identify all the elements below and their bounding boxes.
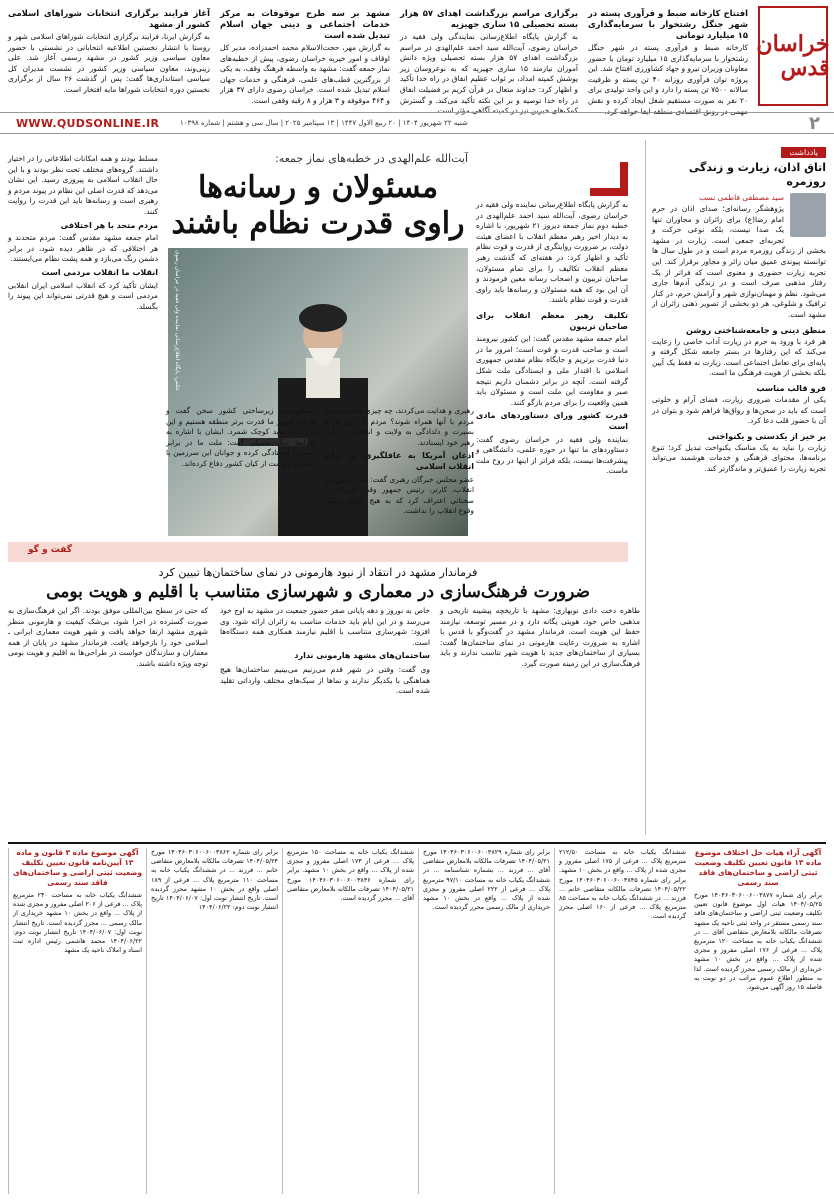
main-story — [8, 140, 628, 535]
note-subhead-2: فرو قالب مناسب — [756, 382, 826, 393]
top-strip — [0, 0, 834, 116]
main-col-4-subhead-2: انقلاب ما انقلاب مردمی است — [41, 267, 158, 277]
ad-col-1-title: آگهی آراء هیات حل اختلاف موضوع ماده ۱۳ قانون تعیین تکلیف وضعیت ثبتی اراضی و ساختمان‌های فاقد سند رسمی — [694, 848, 822, 887]
logo-text: خراسان قدس — [756, 31, 830, 81]
top-news-4-body: به گزارش ایرنا، فرایند برگزاری انتخابات شوراهای اسلامی شهر و روستا با انتشار نخستین اطلاعیه انتخاباتی در نشستی با حضور معاون سیاسی وزیر کشور در مشهد رسمی آغاز شد. علی زینی‌وند، معاون سیاسی وزیر کشور در نشست مدیران کل سیاسی استانداری‌ها گفت: پس از گذشت ۲۶ سال از برگزاری نخستین دوره انتخابات شوراها مایه افتخار است. — [5, 32, 210, 94]
top-news-2 — [397, 8, 579, 116]
main-kicker: آیت‌الله علم‌الهدی در خطبه‌های نماز جمعه: — [275, 152, 468, 165]
note-subhead-3: بر خیز از یکدستی و یکنواختی — [707, 430, 826, 441]
note-author: سید مصطفی فاطمی نسب — [699, 193, 784, 202]
ad-col-2: ششدانگ یکباب خانه به مساحت ۲۱۲/۵۰ مترمربع پلاک ... فرعی از ۱۷۵ اصلی مفروز و مجزی شده از پلاک ... واقع در بخش ۱۰ مشهد. برابر رای شماره ۱۴۰۴۶۰۳۰۶۰۰۶۰۰۳۸۴۵ مورخ ۱۴۰۴/۰۵/۲۲ تصرفات مالکانه متقاضی خانم ... فرزند ... در ششدانگ یکباب خانه به مساحت ۸۵ مترمربع پلاک ... فرعی از ۱۶۰ اصلی محرز گردیده است. — [554, 848, 690, 1194]
main-col-3-body-2: عضو مجلس خبرگان رهبری گفت: پس از پیروزی انقلاب، کارتر، رئیس جمهور وقت آمریکا، در سخنانی اعتراف کرد که به هیچ عنوان انتظار وقوع انقلاب را نداشت. — [324, 474, 474, 516]
ad-col-4: ششدانگ یکباب خانه به مساحت ۱۵۰ مترمربع پلاک ... فرعی از ۱۷۳ اصلی مفروز و مجزی شده از پلاک ... واقع در بخش ۱۰ مشهد. برابر رای شماره ۱۴۰۴۶۰۳۰۶۰۰۶۰۰۳۸۳۶ مورخ ۱۴۰۴/۰۵/۲۱ تصرفات مالکانه بلامعارض متقاضی آقای ... محرز گردیده است. — [282, 848, 418, 1194]
author-photo — [790, 193, 826, 237]
section-label: گفت و گو — [28, 545, 72, 555]
section-band — [8, 542, 628, 562]
legal-ads-section — [8, 842, 826, 1194]
culture-kicker: فرماندار مشهد در انتقاد از نبود هارمونی در نمای ساختمان‌ها تبیین کرد — [158, 566, 478, 579]
culture-col-2-body: خاص به نوروز و دهه پایانی صفر حضور جمعیت در مشهد به اوج خود می‌رسد و در این ایام باید خدمات مناسب به زائران ارائه شود. وی افزود: شهرسازی متناسب با اقلیم نیازمند همکاری همه دستگاه‌ها است. — [220, 606, 430, 647]
main-col-1-subhead: تکلیف رهبر معظم انقلاب برای صاحبان تریبون — [476, 311, 628, 331]
culture-col-2-subhead: ساختمان‌های مشهد هارمونی ندارد — [294, 651, 430, 661]
main-col-3-body: رهبری و هدایت می‌کردند، چه چیزی باعث می‌شد مردم با آنها همراه شوند؟ مردم آن روز نیز با بصیرت و دلدادگی به ولایت و انقلاب، در کنار رهبر خود ایستادند. — [324, 406, 474, 447]
top-news-3 — [217, 8, 390, 105]
main-col-1 — [476, 308, 628, 538]
top-news-2-title: برگزاری مراسم بزرگداشت اهدای ۵۷ هزار بسته تحصیلی ۱۵ ساری جهیزیه — [400, 8, 579, 29]
main-col-1-subhead-2: قدرت کشور ورای دستاوردهای مادی است — [476, 411, 628, 431]
main-col-2: دستاوردهای زیرساختی کشور سخن گفت و افزود: امروز ما قدرت برتر منطقه هستیم و این قدرت را نباید کوچک شمرد. ایشان با اشاره به شرایط جنگ تحمیلی گفت: ملت ما در برابر دشمنان ایستادگی کرده و جوانان این سرزمین با ایمان و شهامت از کیان کشور دفاع کرده‌اند. — [166, 406, 316, 468]
top-news-3-title: مشهد بر سه طرح موقوفات به مرکز خدمات اجتماعی و دینی جهان اسلام تبدیل شده است — [220, 8, 390, 40]
top-news-4-title: آغاز فرایند برگزاری انتخابات شوراهای اسلامی کشور از مشهد — [8, 8, 210, 29]
main-col-3 — [324, 406, 474, 536]
main-col-1-body: امام جمعه مشهد مقدس گفت: این کشور نیرومند است و صاحب قدرت و قوت است؛ امروز ما در دنیا قدرت برتریم و جایگاه نظام مقدس جمهوری اسلامی با اقتدار ملی و ایستادگی ملت شکل گرفته است. آنچه در برابر دشمنان داریم نتیجه صبر و مقاومت این ملت است و مسئولان باید همین واقعیت را برای مردم بازگو کنند. — [476, 334, 628, 407]
ad-col-6-body: ششدانگ یکباب خانه به مساحت ۲۴۰ مترمربع پلاک ... فرعی از ۲۰۶ اصلی مفروز و مجزی شده از پلاک ... واقع در بخش ۱۰ مشهد خریداری از مالک رسمی ... محرز گردیده است. تاریخ انتشار نوبت اول: ۱۴۰۴/۰۶/۰۷ تاریخ انتشار نوبت دوم: ۱۴۰۴/۰۶/۲۲ محمد هاشمی رئیس اداره ثبت اسناد و املاک ناحیه یک مشهد — [13, 891, 143, 955]
top-news-1-body: کارخانه ضبط و فرآوری پسته در شهر جنگل رشتخوار با سرمایه‌گذاری ۱۵ میلیارد تومان با حضور معاونان وزیران نیرو و جهاد کشاورزی افتتاح شد. این پروژه توان فرآوری روزانه ۴۰ تن پسته و ظرفیت سالانه ۷۵۰۰ تن پسته را دارد و این واحد تولیدی برای ۲۰ نفر به صورت مستقیم شغل ایجاد کرده و نقش مهمی در رونق اقتصادی منطقه ایفا خواهد کرد. — [585, 43, 749, 116]
ad-col-6-title: آگهی موضوع ماده ۳ قانون و ماده ۱۳ آیین‌نامه قانون تعیین تکلیف وضعیت ثبتی اراضی و ساختمان‌های فاقد سند رسمی — [13, 848, 142, 887]
main-col-4-body: مسلط بودند و همه امکانات اطلاعاتی را در اختیار داشتند. گروه‌های مختلف تحت نظر بودند و با این حال انقلاب اسلامی به پیروزی رسید. این نشان می‌دهد که قدرت اصلی این نظام در پیوند مردم و رهبری است و رسانه‌ها باید این قدرت را روایت کنند. — [8, 154, 158, 216]
top-news-2-body: به گزارش پایگاه اطلاع‌رسانی نمایندگی ولی فقیه در خراسان رضوی، آیت‌الله سید احمد علم‌الهدی در مراسم بزرگداشت اهدای ۵۷ هزار بسته تحصیلی ویژه دانش آموزان نیازمند ۱۵ ساری جهیزیه که به نوعروسان زیر پوشش کمیته امداد، بر ثواب عظیم انفاق در راه خدا تأکید و اظهار کرد: خداوند متعال در قرآن کریم بر فضیلت انفاق در راه خدا توصیه و بر این نکته تأکید می‌کند. و گسترش کمک‌های خیرین نیز در کمیته آگاهی مؤثر است. — [397, 32, 578, 116]
photo-caption: عکس: پایگاه اطلاع‌رسانی نماینده ولی فقیه در خراسان رضوی — [174, 250, 180, 392]
main-col-4-body-2: امام جمعه مشهد مقدس گفت: مردم متحدند و هر اختلافی که در ظاهر دیده شود، در برابر دشمن رنگ می‌بازد و همه پشت نظام می‌ایستند. — [8, 233, 158, 264]
note-body-1: پژوهشگر رسانه‌ای؛ صدای اذان در حرم امام رضا(ع) برای زائران و مجاوران تنها یک صدا نیست، بلکه نوعی حرکت و تجربه‌ای جمعی است. زیارت در مشهد بخشی از زندگی روزمره مردم است و در طول سال ها توانسته پیوندی عمیق میان زائر و مجاور برقرار کند. این تجربه زیارت حضوری و معنوی است که فراتر از یک رفتار مذهبی صرف است و در زندگی آدم‌ها جاری می‌شود. نظم و مهمان‌نوازی شهر و آرامش حرم، در کنار ترافیک و شلوغی، هر دو بخشی از تصویر ذهنی زائران از مشهد است. — [652, 204, 826, 319]
site-url-link[interactable]: WWW.QUDSONLINE.IR — [16, 117, 160, 130]
main-headline: مسئولان و رسانه‌ها راوی قدرت نظام باشند — [171, 170, 465, 241]
ad-col-1 — [690, 848, 826, 1194]
top-news-3-body: به گزارش مهر، حجت‌الاسلام محمد احمدزاده، مدیر کل اوقاف و امور خیریه خراسان رضوی، پیش از خطبه‌های نماز جمعه گفت: مشهد به واسطه فرهنگ وقف، به یکی از بزرگترین قطب‌های علمی، فرهنگی و خدمات جهان اسلام تبدیل شده است. خراسان رضوی دارای ۳۷ هزار و ۴۶۴ موقوفه و ۳ هزار و ۸ رقبه وقفی است. — [217, 43, 390, 105]
culture-col-2 — [220, 606, 430, 834]
culture-col-1: طاهره دخت دادی نوبهاری: مشهد با تاریخچه پیشینه تاریخی و مذهبی خاص خود، هویتی یگانه دارد و در مسیر توسعه، نیازمند حفظ این هویت است. فرماندار مشهد در گفت‌وگو با قدس با اشاره به ضرورت رعایت هارمونی در نمای ساختمان‌ها گفت: بسیاری از ساختمان‌های جدید با هویت شهر تناسب ندارند و باید فرهنگ‌سازی در این زمینه صورت گیرد. — [440, 606, 640, 668]
main-col-4-body-3: ایشان تأکید کرد که انقلاب اسلامی ایران انقلابی مردمی است و هیچ قدرتی نمی‌تواند این پیوند را بگسلد. — [8, 280, 158, 311]
main-lead: به گزارش پایگاه اطلاع‌رسانی نماینده ولی فقیه در خراسان رضوی، آیت‌الله سید احمد علم‌الهدی در خطبه دوم نماز جمعه دیروز ۲۱ شهریور، با اشاره به دیدار اخیر رهبر معظم انقلاب با اعضای هیئت دولت، بر ضرورت روایتگری از قدرت و قوت نظام تأکید و اظهار کرد: در هفته‌ای که گذشت رهبر معظم انقلاب تکالیف را برای تمام مسئولان، صاحبان تریبون و اصحاب رسانه معین فرمودند و آن این بود که همه مسئولان و رسانه‌ها باید راوی قدرت و قوت نظام باشند. — [476, 200, 628, 305]
note-subhead-1: منطق دینی و جامعه‌شناختی روشن — [685, 324, 826, 335]
top-news-1-title: افتتاح کارخانه ضبط و فرآوری پسته در شهر جنگل رشتخوار با سرمایه‌گذاری ۱۵ میلیارد تومانی — [588, 8, 748, 40]
note-body-2: هر فرد با ورود به حرم در زیارت آداب خاصی را رعایت می‌کند که این رفتارها در بستر جامعه شکل گرفته و پایه‌ای برای تعامل اجتماعی است. زیارت نه فقط یک آیین بلکه بخشی از هویت فرهنگی ما است. — [652, 336, 826, 378]
top-news-1 — [585, 8, 749, 116]
culture-headline: ضرورت فرهنگ‌سازی در معماری و شهرسازی متناسب با اقلیم و هویت بومی — [46, 582, 590, 602]
culture-col-3: که حتی در سطح بین‌المللی موفق بودند. اگر این فرهنگ‌سازی به صورت گسترده در اجرا شود، بی‌شک کیفیت و هارمونی منظر شهری مشهد ارتقا خواهد یافت و شهر هویت معماری ایرانی ـ اسلامی خود را بازخواهد یافت. فرماندار مشهد در پایان از همه معماران و سازندگان خواست در طراحی‌ها به اقلیم و هویت بومی توجه ویژه داشته باشند. — [8, 606, 208, 668]
main-col-3-subhead: اذعان آمریکا به غافلگیری در برابر انقلاب اسلامی — [324, 451, 474, 471]
ad-col-1-body: برابر رای شماره ۱۴۰۴۶۰۳۰۶۰۰۶۰۰۳۸۷۷ مورخ ۱۴۰۴/۰۵/۲۵ هیات اول موضوع قانون تعیین تکلیف وضعیت ثبتی اراضی و ساختمان‌های فاقد سند رسمی مستقر در واحد ثبتی ناحیه یک مشهد تصرفات مالکانه بلامعارض متقاضی آقای ... در ششدانگ یکباب خانه به مساحت ۱۲۰ مترمربع پلاک ... فرعی از ۱۷۶ اصلی مفروز و مجزی شده از پلاک ... واقع در بخش ۱۰ مشهد خریداری از مالک رسمی محرز گردیده است. لذا به منظور اطلاع عموم مراتب در دو نوبت به فاصله ۱۵ روز آگهی می‌شود. — [694, 891, 823, 992]
drop-cap-mark — [590, 162, 628, 196]
ad-col-6 — [8, 848, 146, 1194]
main-col-1-body-2: نماینده ولی فقیه در خراسان رضوی گفت: دستاوردهای ما تنها در حوزه علمی، دانشگاهی و پیشرفت‌ها نیست، بلکه فراتر از اینها در روح ملت ماست. — [476, 434, 628, 476]
top-news-4 — [5, 8, 210, 104]
note-title: اتاق اذان، زیارت و زندگی روزمره — [688, 161, 826, 188]
sidebar-divider — [645, 140, 646, 835]
culture-col-2-body-2: وی گفت: وقتی در شهر قدم می‌زنیم می‌بینیم ساختمان‌ها هیچ هماهنگی با یکدیگر ندارند و نماها از سبک‌های مختلف وارداتی تقلید شده است. — [220, 664, 430, 696]
ad-col-5: برابر رای شماره ۱۴۰۴۶۰۳۰۶۰۰۶۰۰۳۸۶۲ مورخ ۱۴۰۴/۰۵/۲۴ تصرفات مالکانه بلامعارض متقاضی خانم ... فرزند ... در ششدانگ یکباب خانه به مساحت ۱۱۰ مترمربع پلاک ... فرعی از ۱۸۹ اصلی واقع در بخش ۱۰ مشهد محرز گردیده است. تاریخ انتشار نوبت اول: ۱۴۰۴/۰۶/۰۷ تاریخ انتشار نوبت دوم: ۱۴۰۴/۰۶/۲۲ — [146, 848, 282, 1194]
note-body-3: یکی از مقدمات ضروری زیارت، فضای آرام و خلوتی است که باید در صحن‌ها و رواق‌ها فراهم شود و بتوان در آن با حضور قلب دعا کرد. — [652, 394, 826, 426]
main-col-4 — [8, 154, 158, 536]
page-number: ۲ — [809, 113, 820, 134]
brand-logo — [758, 6, 828, 106]
ad-col-3: برابر رای شماره ۱۴۰۴۶۰۳۰۶۰۰۶۰۰۳۸۲۹ مورخ ۱۴۰۴/۰۵/۲۱ تصرفات مالکانه بلامعارض متقاضی آقای ... فرزند ... بشماره شناسنامه ... در ششدانگ یکباب خانه به مساحت ۹۷/۱۰ مترمربع پلاک ... فرعی از ۲۲۲ اصلی مفروز و مجزی شده از پلاک ... واقع در بخش ۱۰ مشهد خریداری از مالک رسمی محرز گردیده است. — [418, 848, 554, 1194]
date-line: شنبه ۲۲ شهریور ۱۴۰۴ | ۲۰ ربیع الاول ۱۴۴۷ | ۱۳ سپتامبر ۲۰۲۵ | سال سی و هشتم | شماره ۱۰۳۹۸ — [180, 119, 468, 127]
note-body-4: زیارت را نباید به یک مناسک یکنواخت تبدیل کرد؛ تنوع برنامه‌ها، محتوای فرهنگی و خدمات هوشمند می‌تواند تجربه زیارت را عمیق‌تر و ماندگارتر کند. — [652, 442, 826, 473]
sidebar-note — [652, 140, 826, 835]
page-header — [0, 112, 834, 134]
main-col-4-subhead-1: مردم متحد با هر اختلافی — [60, 220, 158, 230]
note-tag: یادداشت — [781, 147, 826, 158]
